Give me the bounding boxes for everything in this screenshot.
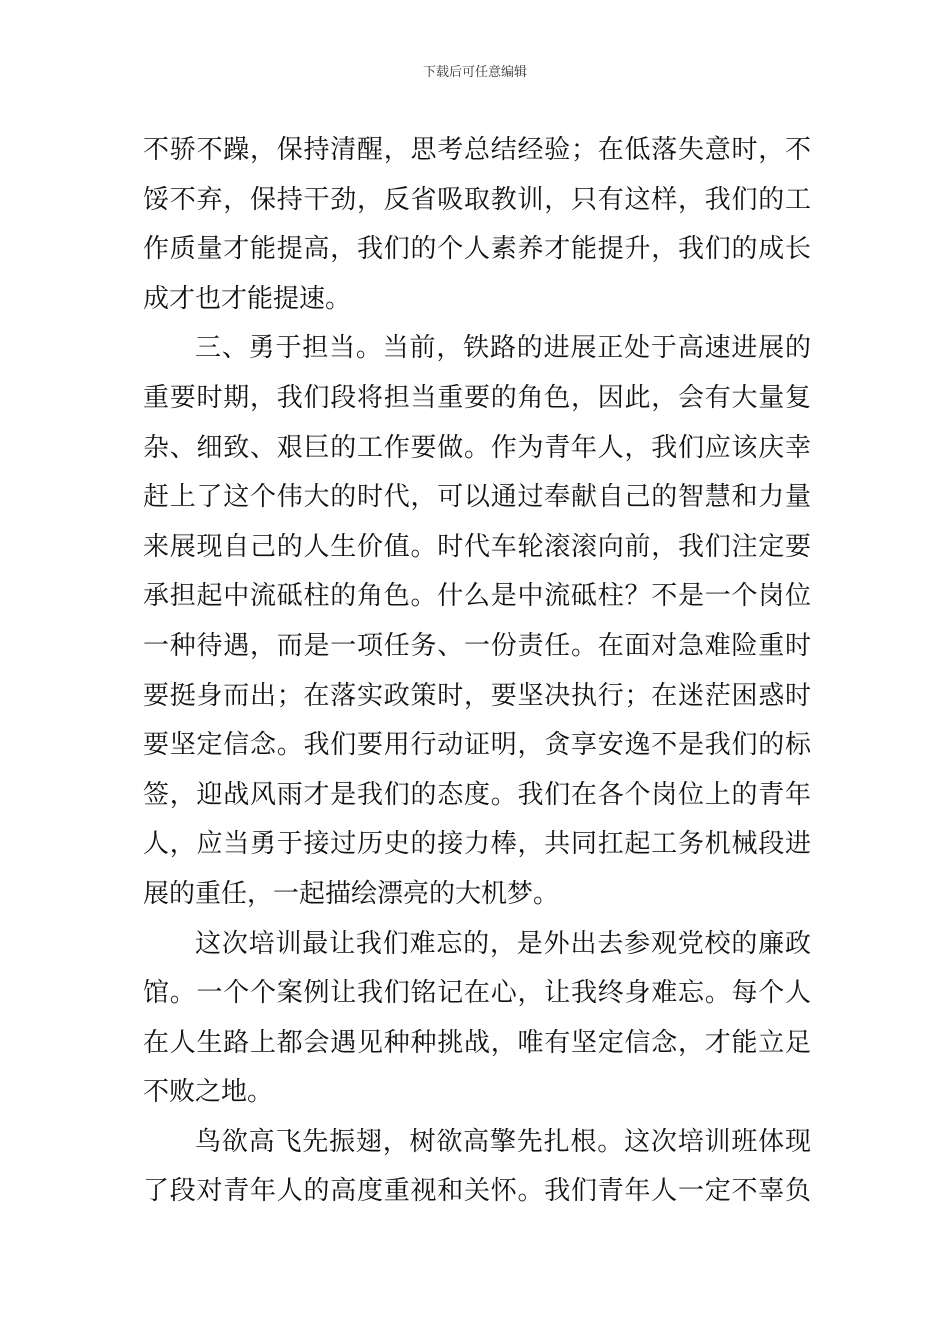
text-line: 这次培训最让我们难忘的，是外出去参观党校的廉政 — [195, 928, 811, 959]
text-line: 展的重任，一起描绘漂亮的大机梦。 — [143, 878, 560, 909]
paragraph-2 — [143, 324, 811, 919]
text-line: 要挺身而出；在落实政策时，要坚决执行；在迷茫困惑时 — [143, 680, 811, 711]
text-line: 赶上了这个伟大的时代，可以通过奉献自己的智慧和力量 — [143, 482, 811, 513]
text-line: 三、勇于担当。当前，铁路的进展正处于高速进展的 — [195, 333, 811, 364]
text-line: 要坚定信念。我们要用行动证明，贪享安逸不是我们的标 — [143, 730, 811, 761]
paragraph-1 — [143, 126, 811, 324]
text-line: 一种待遇，而是一项任务、一份责任。在面对急难险重时 — [143, 630, 811, 661]
text-line: 作质量才能提高，我们的个人素养才能提升，我们的成长 — [143, 234, 811, 265]
document-body — [143, 126, 811, 1217]
text-line: 签，迎战风雨才是我们的态度。我们在各个岗位上的青年 — [143, 779, 811, 810]
text-line: 在人生路上都会遇见种种挑战，唯有坚定信念，才能立足 — [143, 1027, 811, 1058]
text-line: 来展现自己的人生价值。时代车轮滚滚向前，我们注定要 — [143, 531, 811, 562]
text-line: 不骄不躁，保持清醒，思考总结经验；在低落失意时，不 — [143, 135, 811, 165]
text-line: 不败之地。 — [143, 1077, 274, 1108]
text-line: 承担起中流砥柱的角色。什么是中流砥柱？不是一个岗位 — [143, 581, 811, 612]
text-line: 重要时期，我们段将担当重要的角色，因此，会有大量复 — [143, 382, 811, 413]
text-line: 馆。一个个案例让我们铭记在心，让我终身难忘。每个人 — [143, 978, 811, 1009]
text-line: 了段对青年人的高度重视和关怀。我们青年人一定不辜负 — [143, 1176, 811, 1207]
text-line: 馁不弃，保持干劲，反省吸取教训，只有这样，我们的工 — [143, 184, 811, 215]
text-line: 人，应当勇于接过历史的接力棒，共同扛起工务机械段进 — [143, 829, 811, 860]
paragraph-3 — [143, 920, 811, 1118]
paragraph-4 — [143, 1118, 811, 1217]
text-line: 成才也才能提速。 — [143, 283, 352, 314]
text-line: 杂、细致、艰巨的工作要做。作为青年人，我们应该庆幸 — [143, 432, 811, 463]
text-line: 鸟欲高飞先振翅，树欲高擎先扎根。这次培训班体现 — [195, 1126, 811, 1157]
page-header: 下载后可任意编辑 — [422, 65, 527, 80]
